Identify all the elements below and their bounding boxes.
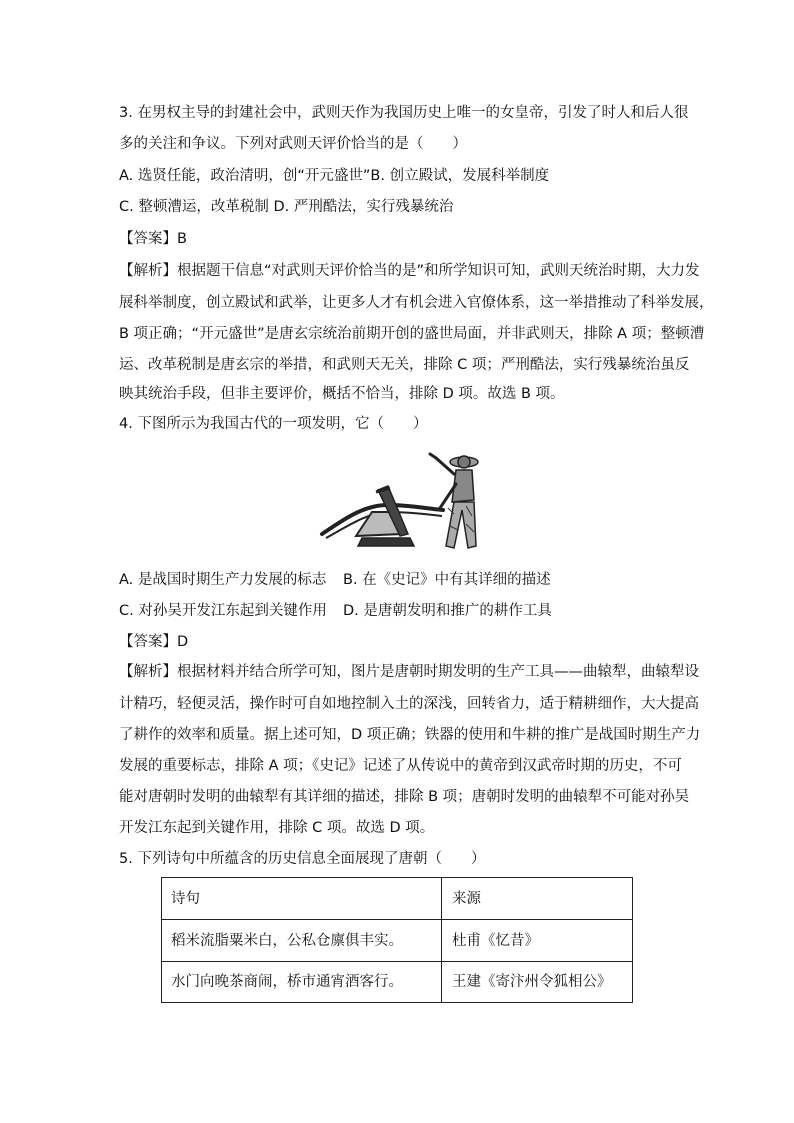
q3-analysis-line: 展科举制度，创立殿试和武举，让更多人才有机会进入官僚体系，这一举措推动了科举发展，: [119, 295, 714, 311]
q4-option-c: C. 对孙吴开发江东起到关键作用: [119, 603, 327, 619]
q5-stem: 5. 下列诗句中所蕴含的历史信息全面展现了唐朝（ ）: [119, 851, 486, 867]
q4-answer: 【答案】D: [119, 634, 189, 650]
q3-stem-line1: 3. 在男权主导的封建社会中，武则天作为我国历史上唯一的女皇帝，引发了时人和后人很: [119, 105, 689, 121]
table-cell-poem: 水门向晚茶商闹，桥市通宵酒客行。: [171, 974, 403, 990]
table-cell-source: 杜甫《忆昔》: [452, 933, 539, 949]
q4-analysis-line: 了耕作的效率和质量。据上述可知，D 项正确；铁器的使用和牛耕的推广是战国时期生产力: [119, 727, 701, 743]
q4-option-d: D. 是唐朝发明和推广的耕作工具: [343, 603, 552, 619]
poem-source-table: [161, 877, 633, 1003]
q4-option-a: A. 是战国时期生产力发展的标志: [119, 572, 327, 588]
q3-analysis-line: 运、改革税制是唐玄宗的举措，和武则天无关，排除 C 项；严刑酷法，实行残暴统治虽反: [119, 357, 690, 373]
table-header-row: [162, 878, 632, 920]
q4-analysis-line: 【解析】根据材料并结合所学可知，图片是唐朝时期发明的生产工具——曲辕犁，曲辕犁设: [119, 664, 699, 680]
q3-analysis-line: 【解析】根据题干信息“对武则天评价恰当的是”和所学知识可知，武则天统治时期，大力发: [119, 263, 700, 279]
q4-stem: 4. 下图所示为我国古代的一项发明，它（ ）: [119, 416, 428, 432]
table-cell-poem: 稻米流脂粟米白，公私仓廪俱丰实。: [171, 933, 403, 949]
table-cell-source: 王建《寄汴州令狐相公》: [452, 974, 612, 990]
table-row: [162, 920, 632, 962]
q3-options-line1: A. 选贤任能，政治清明，创“开元盛世”B. 创立殿试，发展科举制度: [119, 168, 550, 184]
q4-analysis-line: 能对唐朝时发明的曲辕犁有其详细的描述，排除 B 项；唐朝时发明的曲辕犁不可能对孙吴: [119, 789, 690, 805]
q3-analysis-line: B 项正确；“开元盛世”是唐玄宗统治前期开创的盛世局面，并非武则天，排除 A 项；整顿漕: [119, 326, 705, 342]
table-row: [162, 962, 632, 1002]
table-header-source: 来源: [452, 891, 481, 907]
q4-analysis-line: 开发江东起到关键作用，排除 C 项。故选 D 项。: [119, 820, 435, 836]
q4-option-b: B. 在《史记》中有其详细的描述: [343, 572, 551, 588]
q3-options-line2: C. 整顿漕运，改革税制 D. 严刑酷法，实行残暴统治: [119, 199, 454, 215]
q3-analysis-line: 映其统治手段，但非主要评价，概括不恰当，排除 D 项。故选 B 项。: [119, 386, 565, 402]
table-header-poem: 诗句: [171, 891, 200, 907]
q3-stem-line2: 多的关注和争议。下列对武则天评价恰当的是（ ）: [119, 136, 467, 152]
q3-answer: 【答案】B: [119, 231, 187, 247]
curved-plow-illustration: [318, 450, 484, 552]
q4-analysis-line: 计精巧，轻便灵活，操作时可自如地控制入土的深浅，回转省力，适于精耕细作，大大提高: [119, 696, 699, 712]
q4-analysis-line: 发展的重要标志，排除 A 项；《史记》记述了从传说中的黄帝到汉武帝时期的历史，不可: [119, 758, 682, 774]
